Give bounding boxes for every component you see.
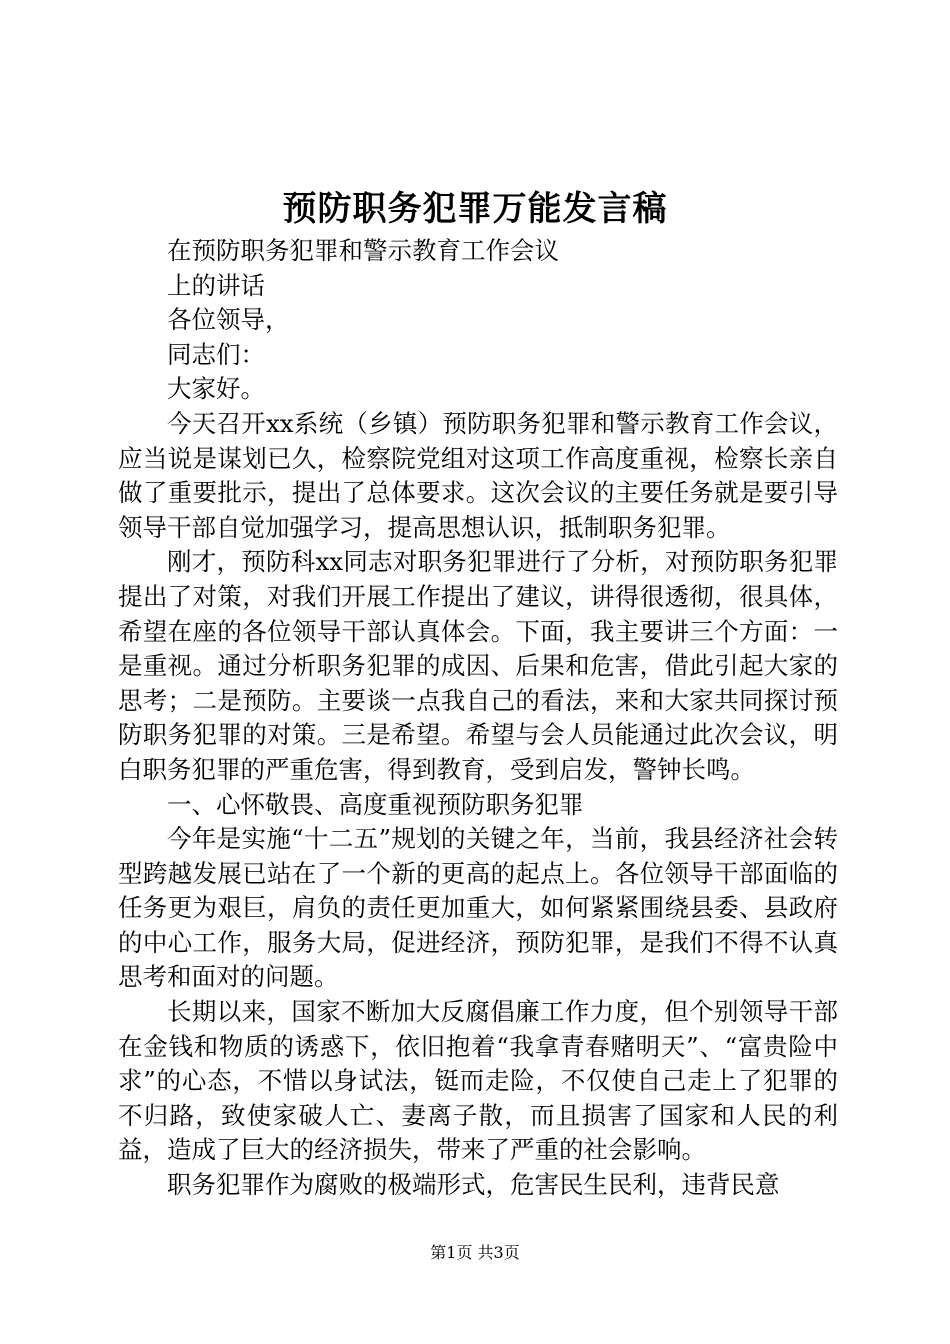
page-footer: 第1页 共3页 [430,1243,520,1262]
paragraph: 上的讲话 [167,270,265,300]
paragraph: 大家好。 [167,374,265,404]
paragraph: 职务犯罪作为腐败的极端形式，危害民生民利，违背民意 [167,1170,780,1200]
paragraph: 今年是实施“十二五”规划的关键之年，当前，我县经济社会转型跨越发展已站在了一个新的更高的起点上。各位领导干部面临的任务更为艰巨，肩负的责任更加重大，如何紧紧围绕县委、县政府的中心工作，服务大局，促进经济，预防犯罪，是我们不得不认真思考和面对的问题。 [118,824,838,992]
paragraph: 同志们： [167,339,265,369]
paragraph: 在预防职务犯罪和警示教育工作会议 [167,236,559,265]
paragraph: 长期以来，国家不断加大反腐倡廉工作力度，但个别领导干部在金钱和物质的诱惑下，依旧抱着“我拿青春赌明天”、“富贵险中求”的心态，不惜以身试法，铤而走险，不仅使自己走上了犯罪的不归路，致使家破人亡、妻离子散，而且损害了国家和人民的利益，造成了巨大的经济损失，带来了严重的社会影响。 [118,997,838,1165]
document-body [118,234,838,1203]
paragraph: 今天召开xx系统（乡镇）预防职务犯罪和警示教育工作会议，应当说是谋划已久，检察院党组对这项工作高度重视，检察长亲自做了重要批示，提出了总体要求。这次会议的主要任务就是要引导领导干部自觉加强学习，提高思想认识，抵制职务犯罪。 [118,408,838,542]
paragraph: 刚才，预防科xx同志对职务犯罪进行了分析，对预防职务犯罪提出了对策，对我们开展工作提出了建议，讲得很透彻，很具体，希望在座的各位领导干部认真体会。下面，我主要讲三个方面：一是重视。通过分析职务犯罪的成因、后果和危害，借此引起大家的思考；二是预防。主要谈一点我自己的看法，来和大家共同探讨预防职务犯罪的对策。三是希望。希望与会人员能通过此次会议，明白职务犯罪的严重危害，得到教育，受到启发，警钟长鸣。 [118,547,838,784]
paragraph: 各位领导， [167,305,290,335]
section-heading: 一、心怀敬畏、高度重视预防职务犯罪 [167,789,584,819]
document-title: 预防职务犯罪万能发言稿 [282,189,668,229]
